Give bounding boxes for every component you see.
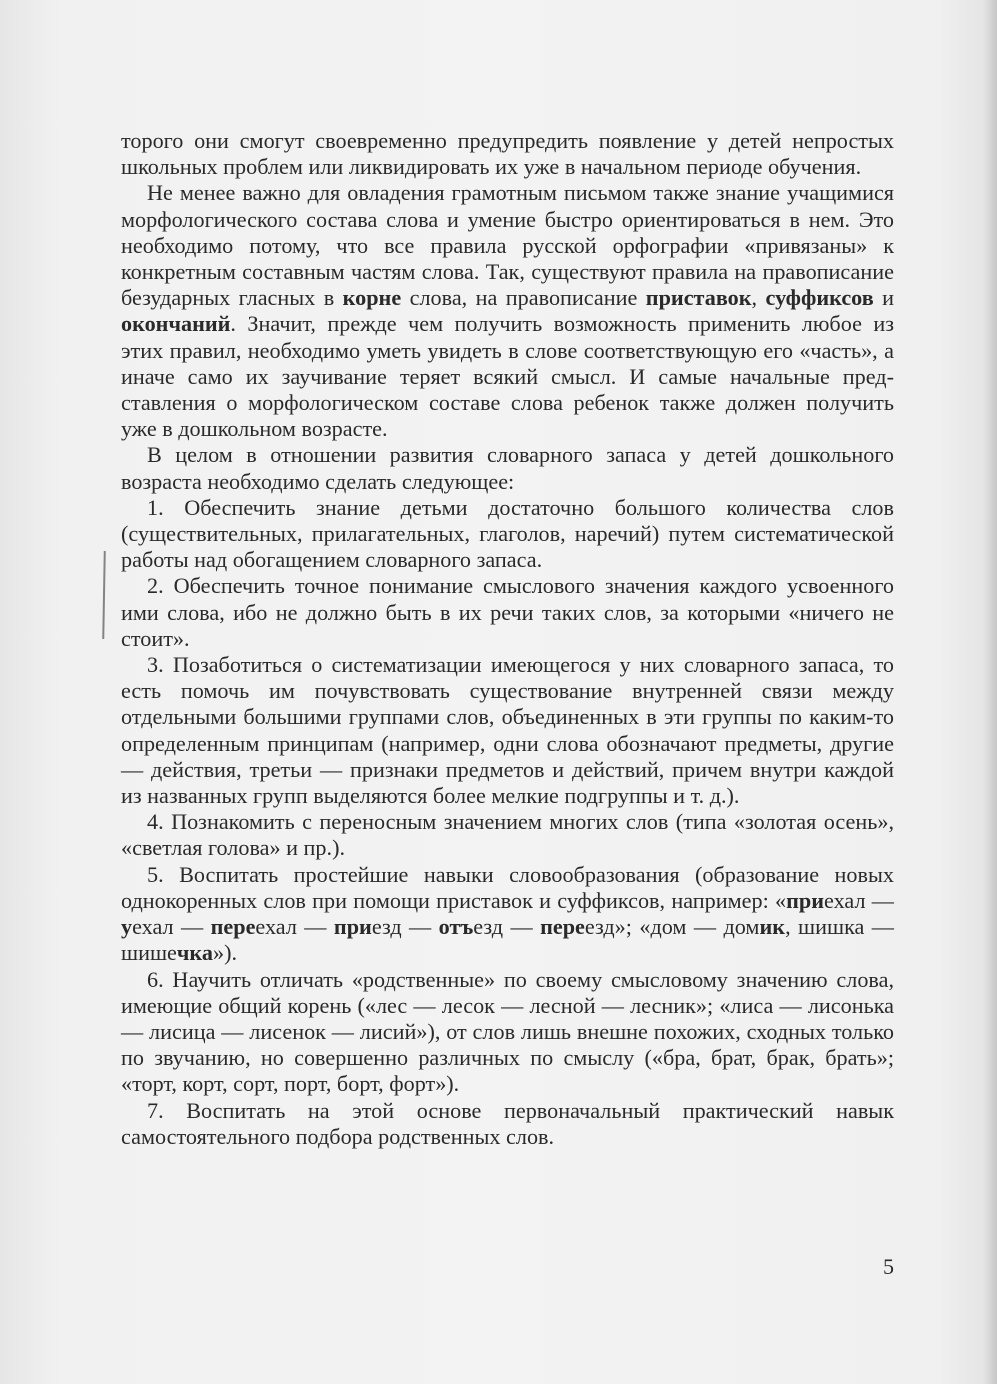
text-run: Не менее важно для овладения грамотным письмом также знание учащимися морфологического состава слова и умение быстро ориентироваться в нем. Это необходимо потому, что все правила русской орфографии «привязаны» к конкретным составным частям слова. Так, существуют правила на правописание безударных гласных в bbox=[121, 180, 894, 311]
text-run: слова, на правописание bbox=[401, 285, 646, 311]
text-run: , шишка — шише bbox=[121, 914, 894, 966]
paragraph bbox=[121, 652, 894, 809]
bold-term: при bbox=[786, 887, 825, 913]
bold-term: отъ bbox=[438, 914, 474, 940]
text-run: 5. Воспитать простейшие навыки словообразования (образование новых однокоренных слов при помощи приставок и суффиксов, например: « bbox=[121, 861, 894, 913]
text-run: 1. Обеспечить знание детьми достаточно большого количества слов (существительных, прилагательных, глаголов, наречий) путем систематической работы над обогащением словарного запаса. bbox=[121, 494, 894, 573]
page-edge-shadow bbox=[983, 0, 997, 1384]
paragraph bbox=[121, 180, 894, 442]
paragraph bbox=[121, 128, 894, 180]
text-run: 2. Обеспечить точное понимание смыслового значения каждого усвоенного ими слова, ибо не должно быть в их речи таких слов, за которыми «ничего не стоит». bbox=[121, 573, 894, 651]
text-run: торого они смогут своевременно предупредить появление у детей непростых школьных проблем или ликвидировать их уже в начальном периоде обучения. bbox=[121, 128, 894, 180]
paragraph bbox=[121, 809, 894, 861]
bold-term: пере bbox=[210, 914, 256, 940]
paragraph bbox=[121, 573, 894, 652]
text-run: ехал — bbox=[132, 914, 211, 940]
text-run: езд — bbox=[371, 914, 439, 940]
bold-term: приставок bbox=[645, 285, 752, 311]
bold-term: суффиксов bbox=[765, 285, 874, 311]
text-run: »). bbox=[212, 940, 237, 966]
paragraph bbox=[121, 495, 894, 574]
paragraph bbox=[121, 967, 894, 1098]
bold-term: чка bbox=[176, 940, 213, 966]
text-run: езд»; «дом — дом bbox=[584, 914, 760, 940]
text-run: езд — bbox=[473, 914, 541, 940]
bold-term: при bbox=[333, 914, 372, 940]
text-run: , bbox=[751, 285, 766, 311]
paragraph bbox=[121, 862, 894, 967]
bold-term: окончаний bbox=[121, 311, 231, 337]
bold-term: корне bbox=[342, 285, 402, 311]
bold-term: пере bbox=[540, 914, 585, 940]
page-number: 5 bbox=[883, 1254, 894, 1279]
text-run: ехал — bbox=[824, 887, 894, 913]
paragraph bbox=[121, 1098, 894, 1150]
pencil-margin-mark bbox=[102, 551, 106, 639]
text-run: 7. Воспитать на этой основе первоначальный практический навык самостоятельного подбора родственных слов. bbox=[121, 1097, 894, 1149]
text-run: ехал — bbox=[255, 914, 334, 940]
paragraph bbox=[121, 442, 894, 494]
text-run: . Значит, прежде чем получить возможность применить любое из этих правил, необходимо уметь увидеть в слове соответствующую его «часть», а иначе само их заучивание теряет всякий смысл. И самые начальные представления о морфологическом составе слова ребенок также должен получить уже в дошкольном возрасте. bbox=[121, 311, 894, 442]
bold-term: ик bbox=[759, 914, 786, 940]
text-run: 3. Позаботиться о систематизации имеющегося у них словарного запаса, то есть помочь им почувствовать существование внутренней связи между отдельными большими группами слов, объединенных в эти группы по каким-то определенным принципам (например, одни слова обозначают предметы, другие — действия, третьи — признаки предметов и действий, причем внутри каждой из названных групп выделяются более мелкие подгруппы и т. д.). bbox=[121, 652, 894, 809]
text-run: 6. Научить отличать «родственные» по своему смысловому значению слова, имеющие общий корень («лес — лесок — лесной — лесник»; «лиса — лисонька — лисица — лисенок — лисий»), от слов лишь внешне похожих, сходных только по звучанию, но совершенно различных по смыслу («бра, брат, брак, брать»; «торт, корт, сорт, порт, борт, форт»). bbox=[121, 966, 894, 1097]
text-run: и bbox=[873, 285, 895, 311]
page-body-text bbox=[121, 128, 894, 1150]
text-run: В целом в отношении развития словарного запаса у детей дошкольного возраста необходимо сделать следующее: bbox=[121, 442, 894, 494]
bold-term: у bbox=[121, 914, 133, 940]
text-run: 4. Познакомить с переносным значением многих слов (типа «золотая осень», «светлая голова» и пр.). bbox=[121, 809, 894, 861]
